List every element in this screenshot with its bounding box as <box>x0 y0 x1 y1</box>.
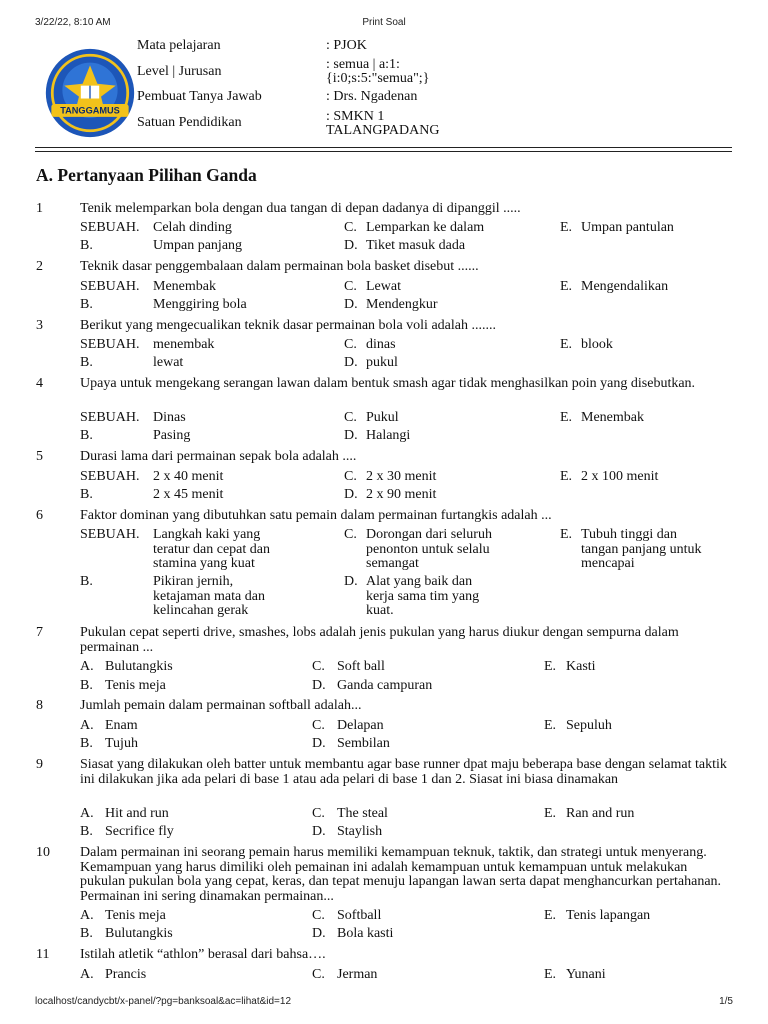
option-text: Lemparkan ke dalam <box>366 220 485 235</box>
option-text: Alat yang baik dan kerja sama tim yang kuat. <box>366 574 480 618</box>
option-text: Sembilan <box>337 736 390 751</box>
meta-value-cont: {i:0;s:5:"semua";} <box>326 71 430 86</box>
option-text: Pukul <box>366 410 399 425</box>
option-label: C. <box>344 410 357 425</box>
browser-print-footer <box>35 996 733 1010</box>
option-a[interactable] <box>80 807 169 822</box>
option-c[interactable] <box>312 909 381 924</box>
option-label: E. <box>560 527 573 542</box>
option-label: C. <box>344 337 357 352</box>
option-label: C. <box>344 220 357 235</box>
print-page-title: Print Soal <box>362 17 406 28</box>
question-number: 3 <box>36 318 43 333</box>
option-text: blook <box>581 337 613 352</box>
option-e[interactable] <box>544 660 596 675</box>
option-text: 2 x 90 menit <box>366 487 437 502</box>
option-text: Tenis meja <box>105 678 166 693</box>
option-text: Halangi <box>366 428 411 443</box>
option-e[interactable] <box>560 221 674 236</box>
option-label: B. <box>80 574 93 589</box>
question-number: 10 <box>36 845 50 860</box>
option-text: Lewat <box>366 279 401 294</box>
question-text: Faktor dominan yang dibutuhkan satu pemain dalam permainan furtangkis adalah ... <box>80 508 552 523</box>
option-c[interactable] <box>344 280 401 295</box>
option-label: A. <box>80 908 94 923</box>
meta-label: Mata pelajaran <box>137 38 221 53</box>
option-c[interactable] <box>344 411 399 426</box>
option-text: Tubuh tinggi dan tangan panjang untuk mencapai <box>581 527 702 571</box>
meta-value: : semua | a:1: <box>326 57 400 72</box>
option-text: Menggiring bola <box>153 297 247 312</box>
option-text: lewat <box>153 355 184 370</box>
option-label: D. <box>312 926 326 941</box>
option-e[interactable] <box>560 528 702 572</box>
option-a[interactable] <box>80 411 186 426</box>
option-b[interactable] <box>80 356 183 371</box>
print-timestamp: 3/22/22, 8:10 AM <box>35 17 111 28</box>
meta-value: : PJOK <box>326 38 367 53</box>
question-text: Durasi lama dari permainan sepak bola adalah .... <box>80 449 357 464</box>
option-text: Mengendalikan <box>581 279 669 294</box>
option-d[interactable] <box>344 429 410 444</box>
option-text: Bulutangkis <box>105 926 173 941</box>
option-label: C. <box>344 469 357 484</box>
option-b[interactable] <box>80 429 190 444</box>
option-text: dinas <box>366 337 396 352</box>
question-text: Siasat yang dilakukan oleh batter untuk membantu agar base runner dpat maju beberapa base dengan selamat taktik ini dilakukan jika ada pelari di base 1 atau ada pelari di base 1 dan 2. Siasat ini biasa dinamakan <box>80 757 727 787</box>
option-e[interactable] <box>560 280 668 295</box>
option-d[interactable] <box>344 239 465 254</box>
option-label: B. <box>80 487 93 502</box>
option-c[interactable] <box>344 470 436 485</box>
option-text: Dorongan dari seluruh penonton untuk selalu semangat <box>366 527 492 571</box>
option-text: Celah dinding <box>153 220 232 235</box>
option-a[interactable] <box>80 528 270 572</box>
meta-value: : SMKN 1 <box>326 109 385 124</box>
option-text: Ran and run <box>566 806 635 821</box>
option-text: Jerman <box>337 967 378 982</box>
option-text: Tiket masuk dada <box>366 238 466 253</box>
option-text: menembak <box>153 337 215 352</box>
option-b[interactable] <box>80 825 174 840</box>
meta-label: Pembuat Tanya Jawab <box>137 89 262 104</box>
option-text: Bola kasti <box>337 926 394 941</box>
option-b[interactable] <box>80 679 166 694</box>
option-text: Bulutangkis <box>105 659 173 674</box>
question-text: Teknik dasar penggembalaan dalam permainan bola basket disebut ...... <box>80 259 479 274</box>
option-text: pukul <box>366 355 398 370</box>
option-label: D. <box>344 355 358 370</box>
option-label: E. <box>544 659 557 674</box>
option-label: C. <box>312 659 325 674</box>
meta-label: Satuan Pendidikan <box>137 115 242 130</box>
option-d[interactable] <box>312 737 390 752</box>
option-label: B. <box>80 238 93 253</box>
option-label: E. <box>560 279 573 294</box>
option-label: D. <box>344 574 358 589</box>
option-text: Umpan pantulan <box>581 220 674 235</box>
option-e[interactable] <box>560 411 644 426</box>
question-number: 9 <box>36 757 43 772</box>
question-text: Upaya untuk mengekang serangan lawan dalam bentuk smash agar tidak menghasilkan poin yang disebutkan. <box>80 376 696 391</box>
header-divider <box>35 147 732 148</box>
option-b[interactable] <box>80 488 223 503</box>
question-number: 6 <box>36 508 43 523</box>
option-e[interactable] <box>560 338 613 353</box>
option-label: SEBUAH. <box>80 410 140 425</box>
option-text: Secrifice fly <box>105 824 174 839</box>
option-label: D. <box>344 238 358 253</box>
option-d[interactable] <box>312 679 432 694</box>
option-b[interactable] <box>80 298 247 313</box>
option-text: Langkah kaki yang teratur dan cepat dan stamina yang kuat <box>153 527 270 571</box>
option-c[interactable] <box>312 719 384 734</box>
option-text: The steal <box>337 806 388 821</box>
option-a[interactable] <box>80 221 232 236</box>
option-d[interactable] <box>344 488 436 503</box>
option-text: Pasing <box>153 428 191 443</box>
option-label: E. <box>560 220 573 235</box>
option-e[interactable] <box>544 968 606 983</box>
option-label: D. <box>312 736 326 751</box>
option-text: Hit and run <box>105 806 169 821</box>
option-text: Mendengkur <box>366 297 438 312</box>
option-label: A. <box>80 806 94 821</box>
option-text: Prancis <box>105 967 147 982</box>
question-number: 2 <box>36 259 43 274</box>
option-label: C. <box>344 279 357 294</box>
option-text: Sepuluh <box>566 718 612 733</box>
option-c[interactable] <box>312 660 385 675</box>
option-text: Staylish <box>337 824 383 839</box>
school-logo <box>44 47 136 139</box>
option-label: SEBUAH. <box>80 469 140 484</box>
logo-banner-text: TANGGAMUS <box>60 105 120 116</box>
meta-value-cont: TALANGPADANG <box>326 123 440 138</box>
option-label: D. <box>312 678 326 693</box>
option-label: B. <box>80 824 93 839</box>
option-label: B. <box>80 926 93 941</box>
option-a[interactable] <box>80 338 214 353</box>
option-label: E. <box>560 410 573 425</box>
option-label: SEBUAH. <box>80 220 140 235</box>
question-number: 11 <box>36 947 50 962</box>
option-text: 2 x 45 menit <box>153 487 224 502</box>
question-text: Berikut yang mengecualikan teknik dasar permainan bola voli adalah ....... <box>80 318 496 333</box>
option-a[interactable] <box>80 280 216 295</box>
option-label: A. <box>80 659 94 674</box>
option-text: Softball <box>337 908 382 923</box>
option-b[interactable] <box>80 927 173 942</box>
option-label: A. <box>80 718 94 733</box>
option-text: Kasti <box>566 659 596 674</box>
option-label: B. <box>80 678 93 693</box>
option-c[interactable] <box>312 807 388 822</box>
page-count: 1/5 <box>719 996 733 1007</box>
option-label: C. <box>312 967 325 982</box>
option-text: Menembak <box>153 279 216 294</box>
header-divider <box>35 151 732 152</box>
option-label: E. <box>544 908 557 923</box>
option-b[interactable] <box>80 737 138 752</box>
option-text: Pikiran jernih, ketajaman mata dan kelincahan gerak <box>153 574 265 618</box>
option-d[interactable] <box>312 825 382 840</box>
option-label: B. <box>80 736 93 751</box>
option-text: 2 x 30 menit <box>366 469 437 484</box>
option-d[interactable] <box>344 575 479 619</box>
option-label: B. <box>80 355 93 370</box>
option-d[interactable] <box>312 927 393 942</box>
question-text: Tenik melemparkan bola dengan dua tangan di depan dadanya di dipanggil ..... <box>80 201 521 216</box>
option-label: E. <box>560 469 573 484</box>
option-a[interactable] <box>80 909 166 924</box>
option-label: E. <box>544 967 557 982</box>
browser-print-header <box>0 0 768 26</box>
option-label: D. <box>344 487 358 502</box>
option-text: Tenis lapangan <box>566 908 651 923</box>
option-d[interactable] <box>344 298 438 313</box>
option-text: Menembak <box>581 410 644 425</box>
question-number: 1 <box>36 201 43 216</box>
option-a[interactable] <box>80 660 173 675</box>
option-label: E. <box>560 337 573 352</box>
option-a[interactable] <box>80 968 146 983</box>
option-text: Enam <box>105 718 138 733</box>
option-label: C. <box>312 718 325 733</box>
question-text: Istilah atletik “athlon” berasal dari bahsa…. <box>80 947 326 962</box>
option-label: SEBUAH. <box>80 279 140 294</box>
question-number: 5 <box>36 449 43 464</box>
meta-value: : Drs. Ngadenan <box>326 89 418 104</box>
option-e[interactable] <box>544 909 650 924</box>
option-text: Tujuh <box>105 736 138 751</box>
option-label: D. <box>312 824 326 839</box>
option-text: Tenis meja <box>105 908 166 923</box>
option-e[interactable] <box>544 807 634 822</box>
question-text: Jumlah pemain dalam permainan softball adalah... <box>80 698 362 713</box>
option-b[interactable] <box>80 575 265 619</box>
question-text: Pukulan cepat seperti drive, smashes, lobs adalah jenis pukulan yang harus diukur dengan sempurna dalam permainan ... <box>80 625 679 655</box>
option-c[interactable] <box>312 968 377 983</box>
question-text: Dalam permainan ini seorang pemain harus memiliki kemampuan teknuk, taktik, dan strategi untuk menyerang. Kemampuan yang harus dimiliki oleh pemainan ini adalah kemampuan untuk kemampuan untuk melakukan pukulan pukulan bola yang cepat, keras, dan tepat menuju lapangan lawan serta dapat menghancurkan pertahanan. Permainan ini sering dinamakan permainan... <box>80 845 722 904</box>
option-a[interactable] <box>80 470 223 485</box>
meta-label: Level | Jurusan <box>137 64 222 79</box>
option-label: C. <box>344 527 357 542</box>
question-number: 7 <box>36 625 43 640</box>
option-text: Yunani <box>566 967 606 982</box>
option-text: Delapan <box>337 718 384 733</box>
option-text: 2 x 40 menit <box>153 469 224 484</box>
question-number: 4 <box>36 376 43 391</box>
option-label: C. <box>312 806 325 821</box>
option-c[interactable] <box>344 338 396 353</box>
option-text: Umpan panjang <box>153 238 243 253</box>
page-url: localhost/candycbt/x-panel/?pg=banksoal&ac=lihat&id=12 <box>35 996 292 1007</box>
option-label: SEBUAH. <box>80 527 140 542</box>
option-d[interactable] <box>344 356 398 371</box>
section-title: A. Pertanyaan Pilihan Ganda <box>36 165 257 185</box>
option-label: A. <box>80 967 94 982</box>
option-c[interactable] <box>344 221 484 236</box>
option-label: B. <box>80 428 93 443</box>
option-label: B. <box>80 297 93 312</box>
option-text: 2 x 100 menit <box>581 469 659 484</box>
option-label: D. <box>344 428 358 443</box>
option-e[interactable] <box>544 719 612 734</box>
option-label: SEBUAH. <box>80 337 140 352</box>
option-label: C. <box>312 908 325 923</box>
option-text: Dinas <box>153 410 186 425</box>
option-label: E. <box>544 806 557 821</box>
option-c[interactable] <box>344 528 492 572</box>
question-number: 8 <box>36 698 43 713</box>
option-e[interactable] <box>560 470 658 485</box>
option-label: E. <box>544 718 557 733</box>
option-b[interactable] <box>80 239 242 254</box>
option-text: Ganda campuran <box>337 678 433 693</box>
option-a[interactable] <box>80 719 138 734</box>
option-text: Soft ball <box>337 659 385 674</box>
option-label: D. <box>344 297 358 312</box>
